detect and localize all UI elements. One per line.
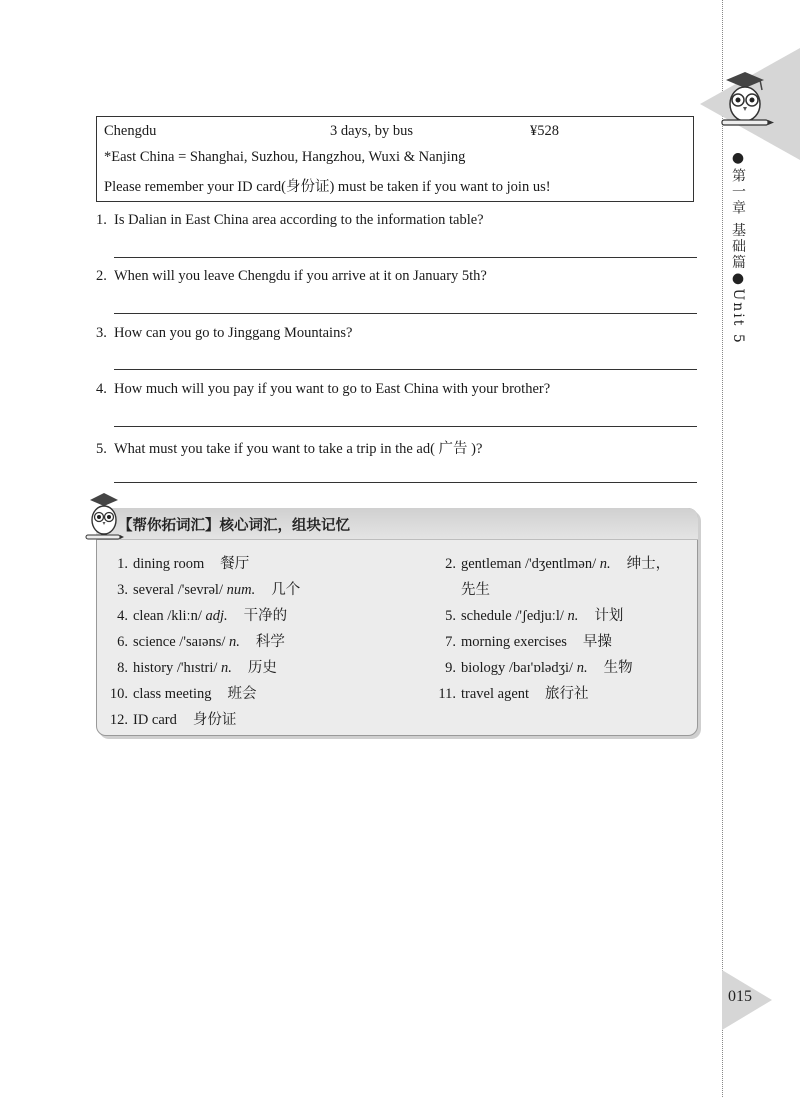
vocab-number: 11. <box>438 686 456 702</box>
vocab-word: travel agent <box>461 686 530 702</box>
vocab-number: 7. <box>445 634 456 650</box>
vocab-meaning: 餐厅 <box>220 556 250 572</box>
vocab-word: class meeting <box>133 686 212 702</box>
answer-line-5[interactable] <box>114 482 697 483</box>
vocab-meaning: 科学 <box>255 634 285 650</box>
vocab-meaning: 绅士， <box>626 556 671 572</box>
vocab-number: 5. <box>445 608 456 624</box>
vocab-item-8 <box>106 656 277 677</box>
vocab-pos: n. <box>229 634 240 650</box>
vocab-phonetic: /'hɪstri/ <box>176 660 218 676</box>
page-number: 015 <box>728 988 752 1005</box>
question-3 <box>96 325 352 342</box>
vocab-pos: num. <box>226 582 256 598</box>
info-city: Chengdu <box>104 123 157 139</box>
vocab-phonetic: /kliːn/ <box>167 608 202 624</box>
vocab-pos: n. <box>567 608 579 624</box>
vocab-word: clean <box>133 608 164 624</box>
question-2 <box>96 268 487 285</box>
vocab-item-11 <box>434 682 589 703</box>
answer-line-4[interactable] <box>114 426 697 427</box>
vocab-word: science <box>133 634 176 650</box>
vocab-item-3 <box>106 578 300 599</box>
info-price: ¥528 <box>530 123 559 139</box>
margin-dotted-line <box>722 0 723 1097</box>
question-text: What must you take if you want to take a trip in the ad( 广告 )? <box>114 441 483 457</box>
vocab-meaning: 班会 <box>227 686 257 702</box>
vocab-number: 4. <box>117 608 128 624</box>
vocab-pos: adj. <box>205 608 228 624</box>
vocab-item-6 <box>106 630 285 651</box>
question-1 <box>96 212 484 229</box>
info-reminder: Please remember your ID card(身份证) must be taken if you want to join us! <box>104 179 551 195</box>
vocab-meaning: 旅行社 <box>545 686 589 702</box>
vocab-phonetic: /'sevrəl/ <box>177 582 223 598</box>
vocab-meaning-continued: 先生 <box>461 582 490 598</box>
vocab-item-12 <box>106 708 236 729</box>
travel-info-table <box>96 116 694 202</box>
vocab-item-2-continued <box>461 578 490 599</box>
info-note: *East China = Shanghai, Suzhou, Hangzhou, Wuxi & Nanjing <box>104 149 466 165</box>
vocab-phonetic: /baɪ'ɒlədʒi/ <box>508 660 574 676</box>
vocab-meaning: 干净的 <box>243 608 288 624</box>
vocab-pos: n. <box>221 660 232 676</box>
chapter-sidebar-label: ●第一章 基础篇●Unit 5 <box>730 150 746 345</box>
vocab-number: 10. <box>109 686 128 702</box>
vocab-item-9 <box>434 656 633 677</box>
vocab-item-5 <box>434 604 623 625</box>
vocab-word: morning exercises <box>461 634 567 650</box>
vocab-word: dining room <box>133 556 205 572</box>
vocab-item-2 <box>434 552 670 573</box>
question-text: How can you go to Jinggang Mountains? <box>114 325 353 341</box>
question-number: 4. <box>96 381 107 397</box>
vocab-number: 12. <box>109 712 128 728</box>
vocab-word: ID card <box>133 712 177 728</box>
vocab-number: 3. <box>117 582 128 598</box>
vocab-meaning: 生物 <box>603 660 633 676</box>
vocab-phonetic: /'ʃedjuːl/ <box>515 608 564 624</box>
question-4 <box>96 381 550 398</box>
vocab-word: schedule <box>461 608 512 624</box>
vocab-phonetic: /'saɪəns/ <box>179 634 226 650</box>
vocab-word: history <box>133 660 174 676</box>
question-number: 2. <box>96 268 107 284</box>
answer-line-2[interactable] <box>114 313 697 314</box>
vocab-item-7 <box>434 630 612 651</box>
vocab-item-1 <box>106 552 249 573</box>
vocab-word: several <box>133 582 175 598</box>
question-text: Is Dalian in East China area according to the information table? <box>114 212 484 228</box>
vocab-item-4 <box>106 604 287 625</box>
question-5 <box>96 437 482 458</box>
vocab-pos: n. <box>599 556 611 572</box>
question-text: How much will you pay if you want to go to East China with your brother? <box>114 381 551 397</box>
owl-graduate-icon <box>716 68 774 130</box>
vocab-title: 【帮你拓词汇】核心词汇，组块记忆 <box>118 518 350 534</box>
vocab-pos: n. <box>576 660 588 676</box>
vocab-number: 8. <box>117 660 128 676</box>
answer-line-1[interactable] <box>114 257 697 258</box>
vocab-number: 9. <box>445 660 456 676</box>
vocab-item-10 <box>106 682 257 703</box>
vocab-meaning: 几个 <box>271 582 301 598</box>
question-number: 3. <box>96 325 107 341</box>
info-duration: 3 days, by bus <box>330 123 413 139</box>
question-number: 1. <box>96 212 107 228</box>
vocab-meaning: 身份证 <box>192 712 237 728</box>
vocab-word: gentleman <box>461 556 522 572</box>
vocab-meaning: 早操 <box>582 634 612 650</box>
question-number: 5. <box>96 441 107 457</box>
vocab-meaning: 计划 <box>594 608 624 624</box>
vocab-number: 1. <box>117 556 128 572</box>
vocab-number: 2. <box>445 556 456 572</box>
vocab-number: 6. <box>117 634 128 650</box>
vocab-meaning: 历史 <box>247 660 277 676</box>
answer-line-3[interactable] <box>114 369 697 370</box>
vocab-word: biology <box>461 660 506 676</box>
vocab-phonetic: /'dʒentlmən/ <box>525 556 597 572</box>
question-text: When will you leave Chengdu if you arrive at it on January 5th? <box>114 268 487 284</box>
